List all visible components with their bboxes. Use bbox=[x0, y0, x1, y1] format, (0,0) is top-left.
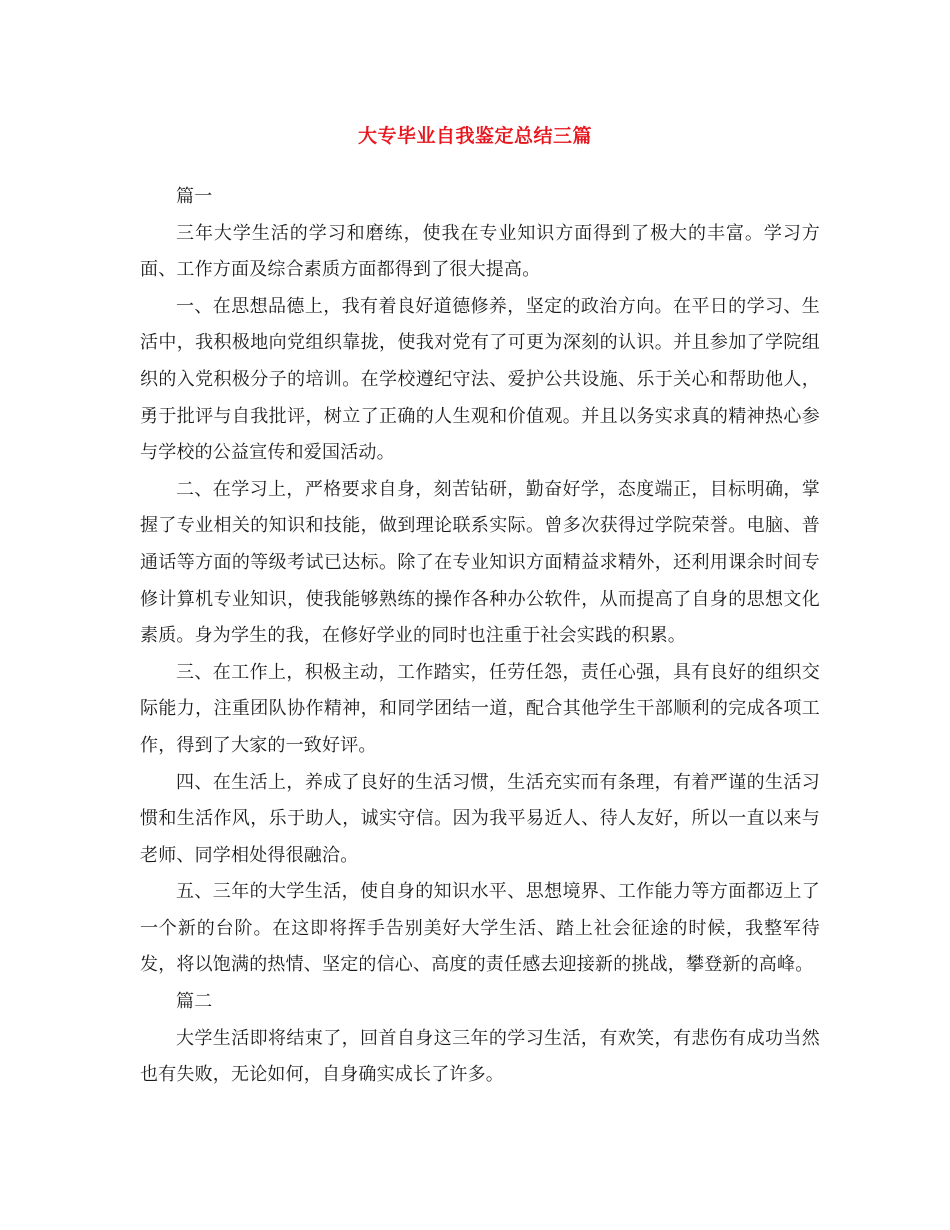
paragraph-life: 四、在生活上，养成了良好的生活习惯，生活充实而有条理，有着严谨的生活习惯和生活作风，乐于助人，诚实守信。因为我平易近人、待人友好，所以一直以来与老师、同学相处得很融洽。 bbox=[140, 771, 820, 866]
section-heading-2: 篇二 bbox=[176, 991, 213, 1013]
section-heading-1: 篇一 bbox=[176, 186, 213, 207]
paragraph-part2-intro: 大学生活即将结束了，回首自身这三年的学习生活，有欢笑，有悲伤有成功当然也有失败，无论如何，自身确实成长了许多。 bbox=[140, 1027, 820, 1086]
paragraph-work: 三、在工作上，积极主动，工作踏实，任劳任怨，责任心强，具有良好的组织交际能力，注重团队协作精神，和同学团结一道，配合其他学生干部顺利的完成各项工作，得到了大家的一致好评。 bbox=[140, 661, 820, 756]
paragraph-intro: 三年大学生活的学习和磨练，使我在专业知识方面得到了极大的丰富。学习方面、工作方面及综合素质方面都得到了很大提高。 bbox=[140, 222, 820, 281]
paragraph-ideology: 一、在思想品德上，我有着良好道德修养，坚定的政治方向。在平日的学习、生活中，我积极地向党组织靠拢，使我对党有了可更为深刻的认识。并且参加了学院组织的入党积极分子的培训。在学校遵纪守法、爱护公共设施、乐于关心和帮助他人，勇于批评与自我批评，树立了正确的人生观和价值观。并且以务实求真的精神热心参与学校的公益宣传和爱国活动。 bbox=[140, 295, 820, 464]
paragraph-study: 二、在学习上，严格要求自身，刻苦钻研，勤奋好学，态度端正，目标明确，掌握了专业相关的知识和技能，做到理论联系实际。曾多次获得过学院荣誉。电脑、普通话等方面的等级考试已达标。除了在专业知识方面精益求精外，还利用课余时间专修计算机专业知识，使我能够熟练的操作各种办公软件，从而提高了自身的思想文化素质。身为学生的我，在修好学业的同时也注重于社会实践的积累。 bbox=[140, 478, 820, 647]
document-body bbox=[140, 179, 820, 1094]
paragraph-summary: 五、三年的大学生活，使自身的知识水平、思想境界、工作能力等方面都迈上了一个新的台阶。在这即将挥手告别美好大学生活、踏上社会征途的时候，我整军待发，将以饱满的热情、坚定的信心、高度的责任感去迎接新的挑战，攀登新的高峰。 bbox=[140, 881, 820, 976]
document-title: 大专毕业自我鉴定总结三篇 bbox=[357, 125, 592, 147]
